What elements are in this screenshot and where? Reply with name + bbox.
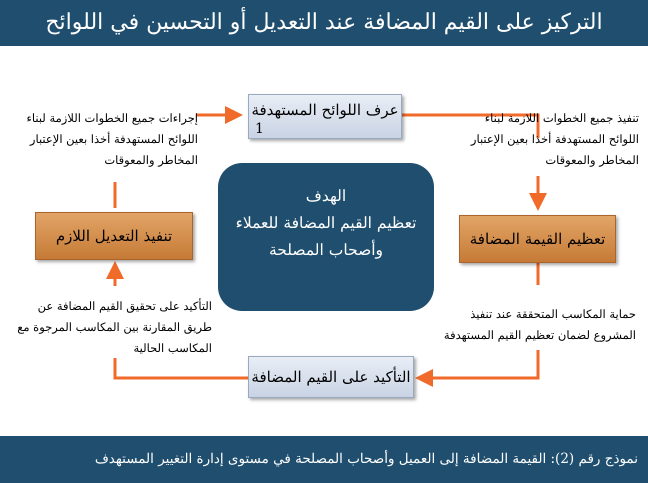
arrow-into-confirm-step bbox=[418, 350, 538, 378]
note-line: إجراءات جميع الخطوات اللازمة لبناء bbox=[26, 111, 198, 125]
note-line: التأكيد على تحقيق القيم المضافة عن bbox=[37, 299, 212, 313]
note-line: اللوائح المستهدفة أخذا بعين الإعتبار bbox=[470, 132, 639, 146]
goal-line-1: تعظيم القيم المضافة للعملاء bbox=[235, 214, 417, 232]
note-top-right bbox=[471, 108, 639, 171]
note-line: طريق المقارنة بين المكاسب المرجوة مع bbox=[17, 320, 212, 334]
note-line: حماية المكاسب المتحققة عند تنفيذ bbox=[470, 307, 636, 321]
step-number: 1 bbox=[255, 121, 264, 137]
maximize-value-step bbox=[459, 215, 616, 263]
note-line: المخاطر والمعوقات bbox=[104, 153, 198, 167]
note-line: المكاسب الحالية bbox=[133, 341, 212, 355]
note-line: اللوائح المستهدفة أخذا بعين الإعتبار bbox=[29, 132, 198, 146]
maximize-value-label: تعظيم القيمة المضافة bbox=[469, 230, 606, 248]
define-targets-step bbox=[248, 94, 402, 139]
note-top-left bbox=[26, 108, 198, 171]
arrow-confirm-to-left bbox=[115, 358, 248, 378]
goal-heading: الهدف bbox=[305, 187, 347, 205]
note-line: المشروع لضمان تعظيم القيم المستهدفة bbox=[443, 328, 636, 342]
define-targets-label: عرف اللوائح المستهدفة bbox=[251, 101, 399, 119]
confirm-values-label: التأكيد على القيم المضافة bbox=[251, 368, 411, 386]
goal-panel bbox=[218, 163, 434, 311]
implement-change-step bbox=[35, 212, 193, 260]
caption-bar bbox=[0, 436, 648, 483]
note-bottom-right bbox=[444, 304, 636, 346]
note-line: تنفيذ جميع الخطوات اللازمة لبناء bbox=[484, 111, 639, 125]
confirm-values-step bbox=[248, 356, 414, 398]
goal-line-2: وأصحاب المصلحة bbox=[268, 241, 384, 259]
implement-change-label: تنفيذ التعديل اللازم bbox=[55, 227, 173, 245]
note-bottom-left bbox=[17, 296, 212, 359]
figure-caption: نموذج رقم (2): القيمة المضافة إلى العميل وأصحاب المصلحة في مستوى إدارة التغيير المستهدف bbox=[94, 451, 638, 467]
page-title: التركيز على القيم المضافة عند التعديل أو التحسين في اللوائح bbox=[45, 10, 603, 35]
note-line: المخاطر والمعوقات bbox=[545, 153, 639, 167]
